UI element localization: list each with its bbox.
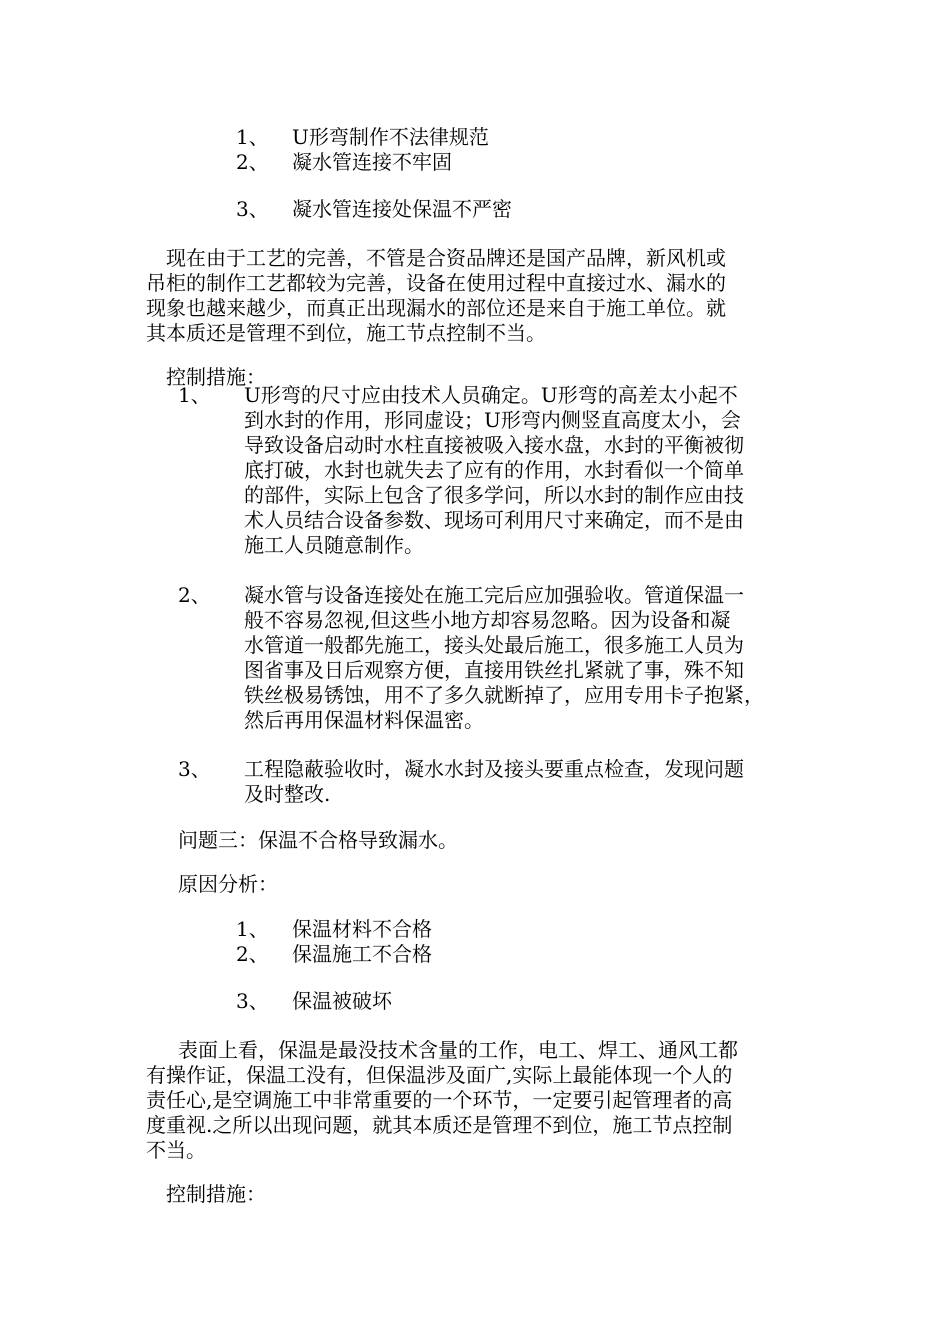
problem-title: 问题三：保温不合格导致漏水。 (178, 828, 458, 852)
paragraph-line: 吊柜的制作工艺都较为完善，设备在使用过程中直接过水、漏水的 (146, 271, 726, 295)
paragraph-line: 度重视.之所以出现问题，就其本质还是管理不到位，施工节点控制 (146, 1113, 733, 1137)
cause-heading: 原因分析： (178, 872, 278, 896)
paragraph-line: 有操作证，保温工没有，但保温涉及面广,实际上最能体现一个人的 (146, 1063, 733, 1087)
list-number: 3、 (236, 197, 269, 221)
measure-line: 工程隐蔽验收时，凝水水封及接头要重点检查，发现问题 (244, 757, 744, 781)
list-text: 保温施工不合格 (292, 942, 432, 966)
measure-line: 铁丝极易锈蚀，用不了多久就断掉了，应用专用卡子抱紧， (244, 683, 764, 707)
measure-line: 到水封的作用，形同虚设；U形弯内侧竖直高度太小，会 (244, 408, 741, 432)
measure-line: U形弯的尺寸应由技术人员确定。U形弯的高差太小起不 (244, 383, 738, 407)
measure-line: 术人员结合设备参数、现场可利用尺寸来确定，而不是由 (244, 508, 744, 532)
list-number: 3、 (236, 989, 269, 1013)
paragraph-line: 现在由于工艺的完善，不管是合资品牌还是国产品牌，新风机或 (166, 246, 726, 270)
measure-line: 然后再用保温材料保温密。 (244, 708, 484, 732)
measure-line: 般不容易忽视,但这些小地方却容易忽略。因为设备和凝 (244, 608, 731, 632)
list-text: 凝水管连接处保温不严密 (292, 197, 512, 221)
measure-line: 导致设备启动时水柱直接被吸入接水盘，水封的平衡被彻 (244, 433, 744, 457)
list-number: 2、 (178, 583, 211, 607)
control-heading: 控制措施： (166, 365, 266, 389)
list-text: 保温材料不合格 (292, 917, 432, 941)
list-number: 1、 (236, 125, 269, 149)
paragraph-line: 其本质还是管理不到位，施工节点控制不当。 (146, 321, 546, 345)
list-number: 1、 (236, 917, 269, 941)
measure-line: 水管道一般都先施工，接头处最后施工，很多施工人员为 (244, 633, 744, 657)
paragraph-line: 现象也越来越少，而真正出现漏水的部位还是来自于施工单位。就 (146, 296, 726, 320)
measure-line: 施工人员随意制作。 (244, 533, 424, 557)
measure-line: 凝水管与设备连接处在施工完后应加强验收。管道保温一 (244, 583, 744, 607)
paragraph-line: 责任心,是空调施工中非常重要的一个环节，一定要引起管理者的高 (146, 1088, 733, 1112)
list-text: U形弯制作不法律规范 (292, 125, 489, 149)
list-number: 3、 (178, 757, 211, 781)
list-number: 2、 (236, 150, 269, 174)
control-heading: 控制措施： (166, 1182, 266, 1206)
list-text: 保温被破坏 (292, 989, 392, 1013)
list-text: 凝水管连接不牢固 (292, 150, 452, 174)
measure-line: 及时整改. (244, 782, 331, 806)
measure-line: 底打破，水封也就失去了应有的作用，水封看似一个简单 (244, 458, 744, 482)
measure-line: 的部件，实际上包含了很多学问，所以水封的制作应由技 (244, 483, 744, 507)
list-number: 1、 (178, 383, 211, 407)
measure-line: 图省事及日后观察方便，直接用铁丝扎紧就了事，殊不知 (244, 658, 744, 682)
paragraph-line: 不当。 (146, 1138, 206, 1162)
paragraph-line: 表面上看，保温是最没技术含量的工作，电工、焊工、通风工都 (178, 1038, 738, 1062)
list-number: 2、 (236, 942, 269, 966)
